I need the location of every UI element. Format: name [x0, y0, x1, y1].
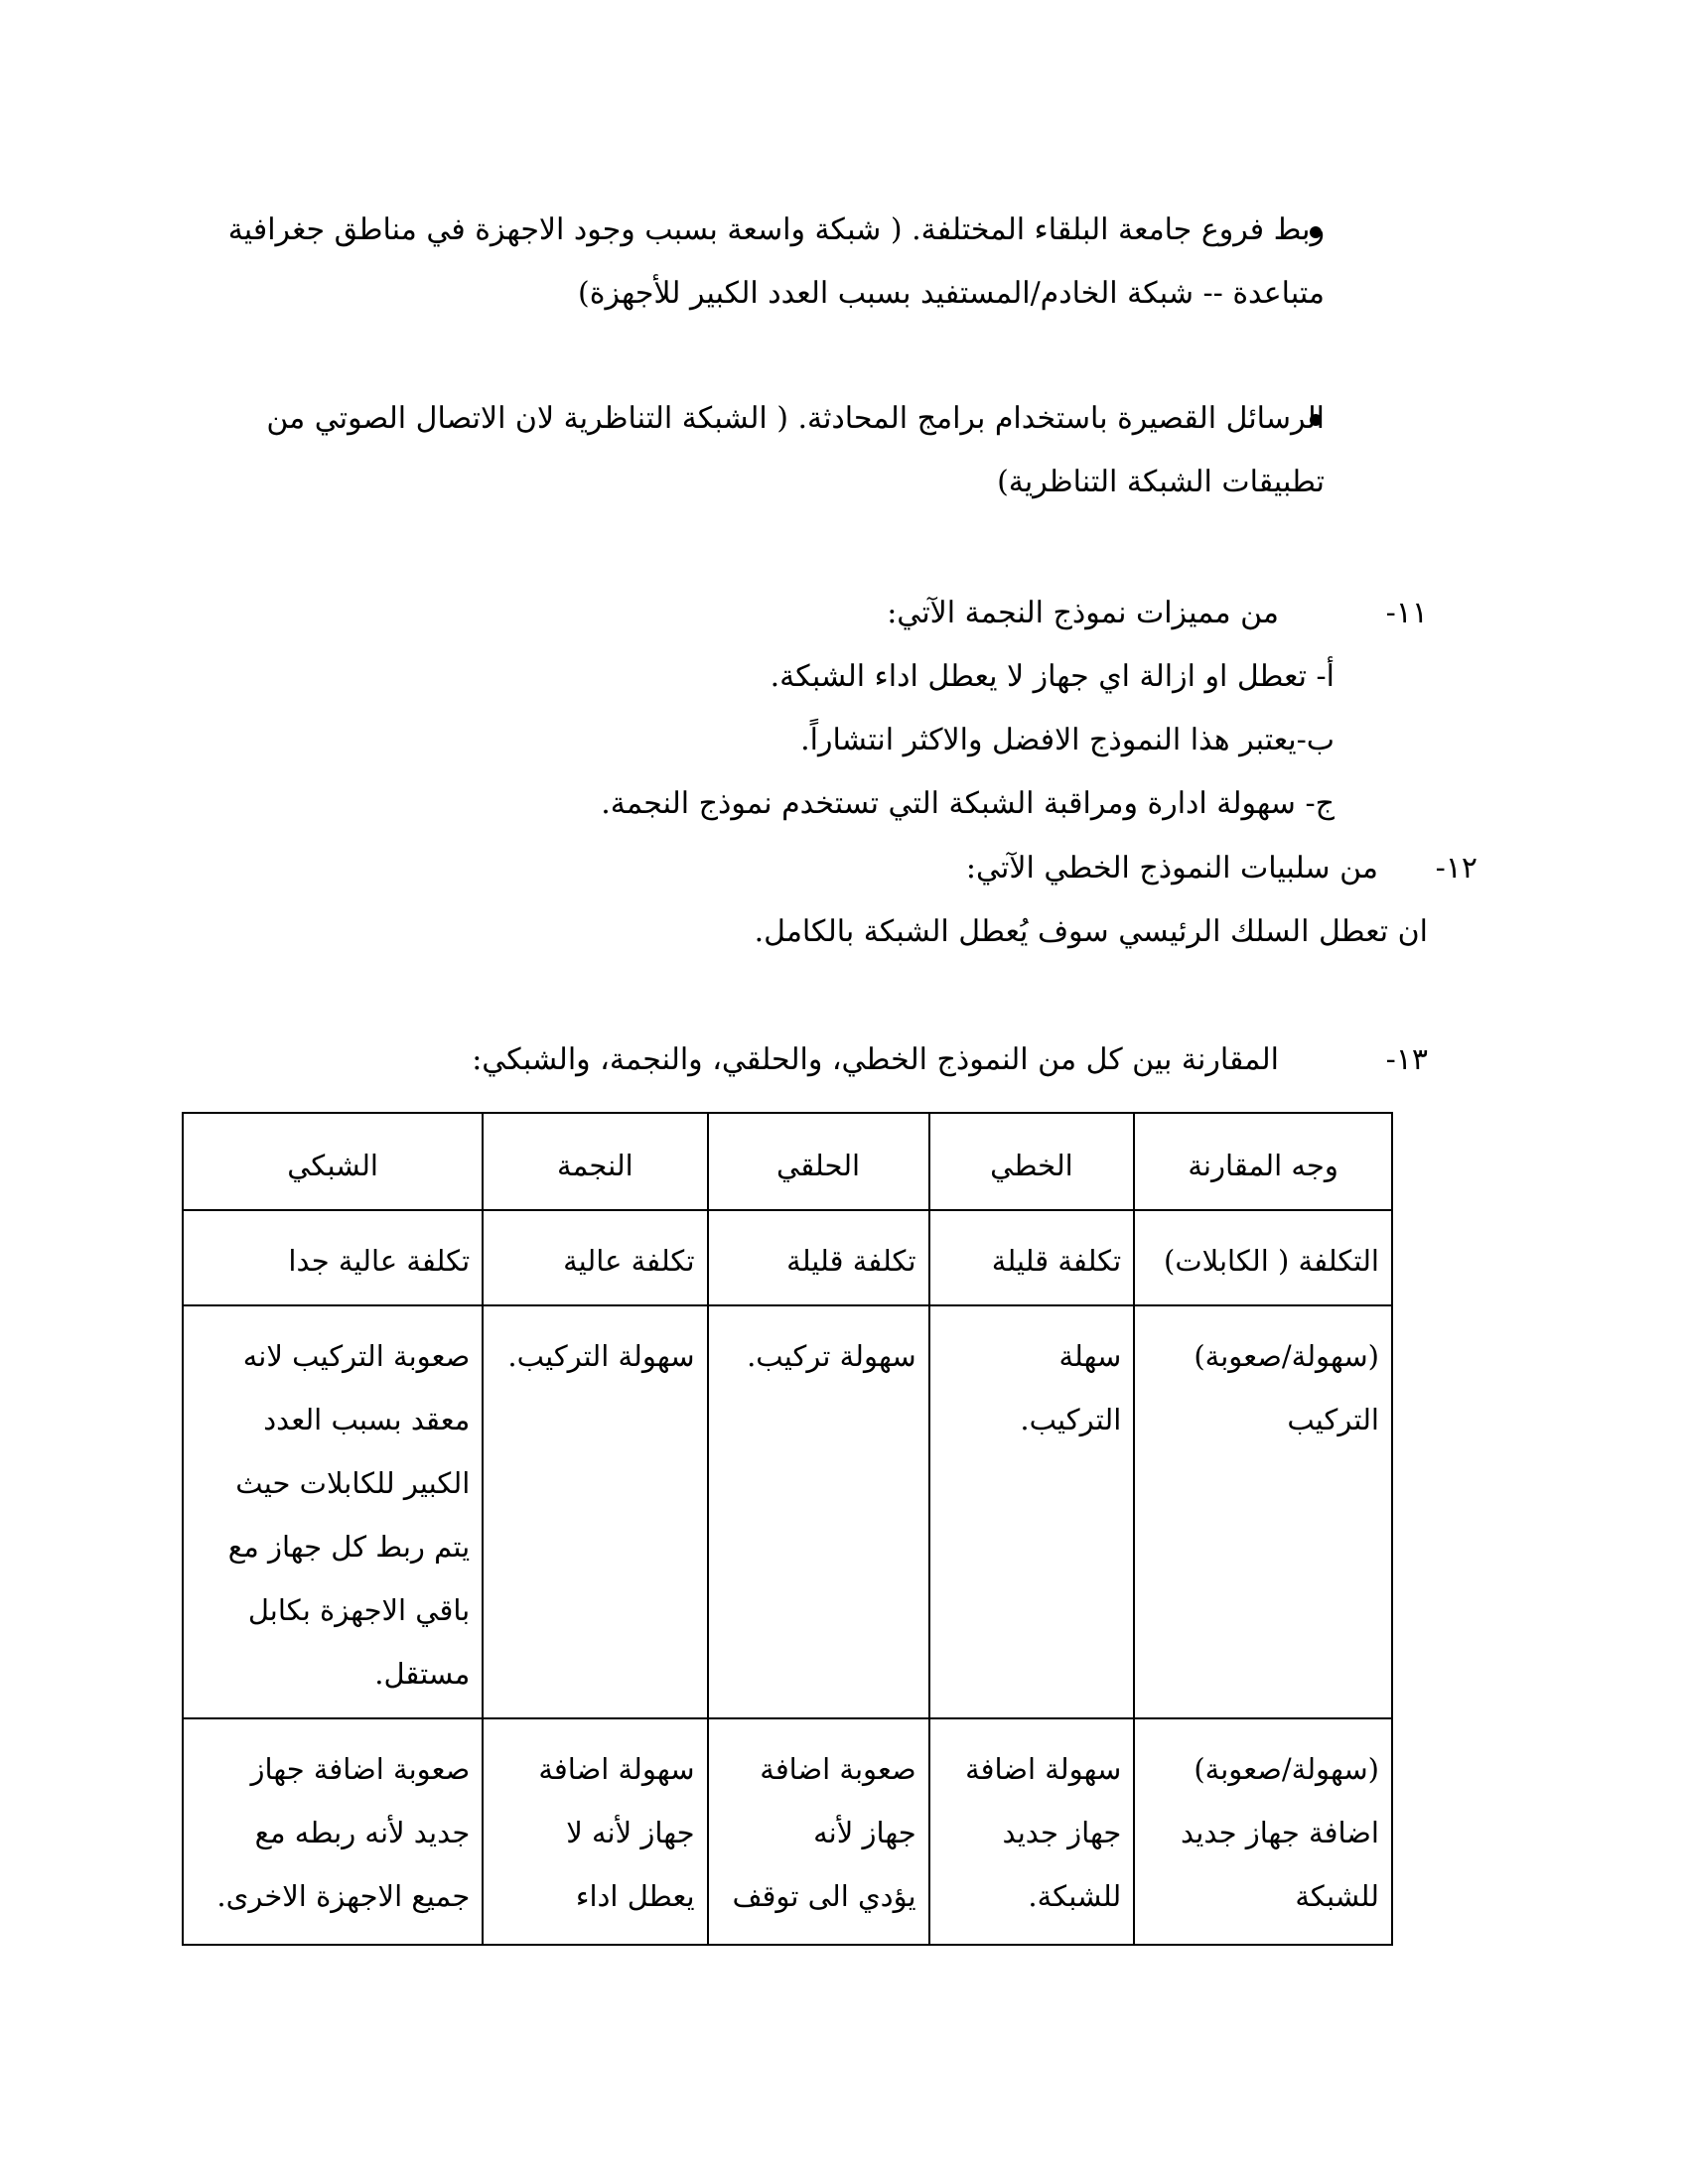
cell-text: يؤدي الى توقف [732, 1879, 916, 1913]
cell-text: الكبير للكابلات حيث [235, 1466, 471, 1500]
table-cell [183, 1305, 483, 1718]
cell-text: صعوبة اضافة [760, 1752, 916, 1786]
table-cell [1134, 1210, 1392, 1305]
table-cell [183, 1210, 483, 1305]
table-cell [483, 1210, 707, 1305]
cell-text: جميع الاجهزة الاخرى. [216, 1879, 471, 1913]
cell-text: التركيب. [1020, 1403, 1122, 1436]
cell-text: سهولة اضافة [965, 1752, 1122, 1786]
cell-text: جهاز لأنه [813, 1816, 916, 1849]
table-cell [183, 1718, 483, 1945]
table-cell [1134, 1718, 1392, 1945]
table-cell [1134, 1305, 1392, 1718]
question-11-item-b: ب-يعتبر هذا النموذج الافضل والاكثر انتشاراً. [800, 723, 1335, 757]
table-header-row [183, 1113, 1392, 1210]
table-header-bus: الخطي [929, 1113, 1135, 1210]
table-header-star: النجمة [483, 1113, 707, 1210]
cell-text: سهولة اضافة [538, 1752, 695, 1786]
cell-text: يعطل اداء [575, 1879, 695, 1913]
table-cell [929, 1305, 1135, 1718]
question-12-title: من سلبيات النموذج الخطي الآتي: [965, 851, 1378, 886]
cell-text: التركيب [1287, 1403, 1379, 1436]
question-13-title: المقارنة بين كل من النموذج الخطي، والحلقي، والنجمة، والشبكي: [472, 1042, 1279, 1077]
question-12-number: ١٢- [1435, 851, 1477, 886]
table-row [183, 1718, 1392, 1945]
cell-text: باقي الاجهزة بكابل [247, 1593, 471, 1627]
cell-text: للشبكة. [1028, 1879, 1122, 1913]
table-row [183, 1210, 1392, 1305]
cell-text: تكلفة عالية جدا [288, 1244, 471, 1278]
cell-text: للشبكة [1295, 1879, 1379, 1913]
cell-text: صعوبة اضافة جهاز [250, 1752, 471, 1786]
cell-text: مستقل. [374, 1657, 471, 1691]
cell-text: معقد بسبب العدد [263, 1403, 471, 1436]
table-header-comparison-aspect: وجه المقارنة [1134, 1113, 1392, 1210]
cell-text: اضافة جهاز جديد [1181, 1816, 1379, 1849]
table-cell [708, 1305, 929, 1718]
cell-text: (سهولة/صعوبة) [1194, 1339, 1379, 1373]
table-header-ring: الحلقي [708, 1113, 929, 1210]
bullet-1-line-2: متباعدة -- شبكة الخادم/المستفيد بسبب العدد الكبير للأجهزة) [578, 276, 1325, 311]
table-row [183, 1305, 1392, 1718]
cell-text: سهولة تركيب. [747, 1339, 916, 1373]
table-cell [929, 1210, 1135, 1305]
question-13-number: ١٣- [1385, 1042, 1428, 1077]
question-11-title: من مميزات نموذج النجمة الآتي: [887, 596, 1279, 630]
bullet-2-line-1: الرسائل القصيرة باستخدام برامج المحادثة. ( الشبكة التناظرية لان الاتصال الصوتي من [266, 401, 1325, 436]
question-11-number: ١١- [1385, 596, 1428, 630]
table-cell [483, 1305, 707, 1718]
bullet-1-line-1: ربط فروع جامعة البلقاء المختلفة. ( شبكة واسعة بسبب وجود الاجهزة في مناطق جغرافية [227, 212, 1325, 247]
table-cell [929, 1718, 1135, 1945]
table-cell [708, 1718, 929, 1945]
cell-text: تكلفة عالية [563, 1244, 695, 1278]
cell-text: يتم ربط كل جهاز مع [227, 1530, 471, 1564]
table-header-mesh: الشبكي [183, 1113, 483, 1210]
question-11-item-a: أ- تعطل او ازالة اي جهاز لا يعطل اداء الشبكة. [770, 659, 1335, 694]
cell-text: سهلة [1058, 1339, 1122, 1373]
table-cell [708, 1210, 929, 1305]
bullet-2-line-2: تطبيقات الشبكة التناظرية) [997, 465, 1325, 499]
cell-text: صعوبة التركيب لانه [242, 1339, 471, 1373]
cell-text: جهاز جديد [1002, 1816, 1122, 1849]
cell-text: التكلفة ( الكابلات) [1164, 1244, 1379, 1278]
cell-text: (سهولة/صعوبة) [1194, 1752, 1379, 1786]
cell-text: جهاز لأنه لا [566, 1816, 695, 1849]
cell-text: جديد لأنه ربطه مع [254, 1816, 471, 1849]
question-11-item-c: ج- سهولة ادارة ومراقبة الشبكة التي تستخدم نموذج النجمة. [601, 786, 1335, 821]
table-cell [483, 1718, 707, 1945]
cell-text: تكلفة قليلة [991, 1244, 1122, 1278]
comparison-table [182, 1112, 1393, 1946]
question-12-answer: ان تعطل السلك الرئيسي سوف يُعطل الشبكة بالكامل. [754, 914, 1428, 949]
cell-text: تكلفة قليلة [786, 1244, 916, 1278]
cell-text: سهولة التركيب. [507, 1339, 695, 1373]
